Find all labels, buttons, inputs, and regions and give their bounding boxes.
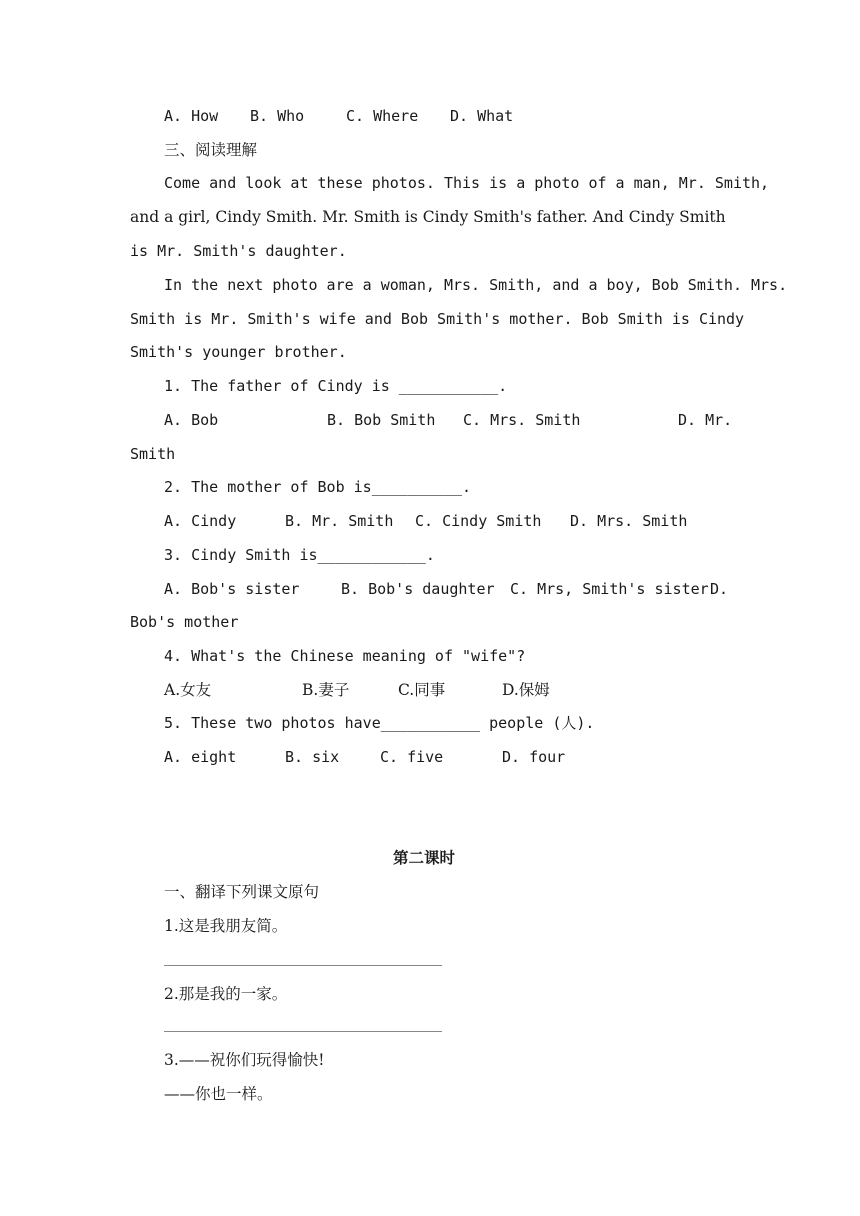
q4-option-a: A.女友 (164, 681, 212, 699)
section-heading-reading: 三、阅读理解 (164, 141, 258, 159)
lesson-title: 第二课时 (392, 848, 455, 867)
q5-option-b: B. six (285, 748, 340, 766)
q1-option-c: C. Mrs. Smith (463, 411, 581, 429)
q2-option-c: C. Cindy Smith (415, 512, 542, 530)
q3-option-b: B. Bob's daughter (341, 580, 495, 598)
question-1: 1. The father of Cindy is ___________. (164, 377, 508, 395)
option-c: C. Where (346, 107, 419, 125)
q5-option-d: D. four (502, 748, 566, 766)
option-a: A. How (164, 107, 219, 125)
q1-option-a: A. Bob (164, 411, 219, 429)
q3-option-a: A. Bob's sister (164, 580, 300, 598)
answer-line-1 (164, 965, 442, 966)
option-b: B. Who (250, 107, 305, 125)
question-2: 2. The mother of Bob is__________. (164, 478, 472, 496)
q1-option-d: D. Mr. (678, 411, 733, 429)
question-3: 3. Cindy Smith is____________. (164, 546, 435, 564)
passage-line: is Mr. Smith's daughter. (130, 242, 347, 260)
question-4: 4. What's the Chinese meaning of "wife"? (164, 647, 526, 665)
option-d: D. What (450, 107, 514, 125)
question-5: 5. These two photos have___________ people (人). (164, 714, 595, 732)
q5-option-c: C. five (380, 748, 444, 766)
translate-item-3-reply: ——你也一样。 (164, 1085, 273, 1103)
passage-line: Smith's younger brother. (130, 343, 347, 361)
section-heading-translate: 一、翻译下列课文原句 (164, 883, 320, 901)
q2-option-d: D. Mrs. Smith (570, 512, 688, 530)
q4-option-c: C.同事 (398, 681, 446, 699)
passage-line: In the next photo are a woman, Mrs. Smith, and a boy, Bob Smith. Mrs. (164, 276, 788, 294)
q3-option-d-wrap: Bob's mother (130, 613, 239, 631)
answer-line-2 (164, 1031, 442, 1032)
translate-item-1: 1.这是我朋友简。 (164, 917, 288, 935)
q2-option-a: A. Cindy (164, 512, 237, 530)
q1-option-b: B. Bob Smith (327, 411, 436, 429)
passage-line: Come and look at these photos. This is a photo of a man, Mr. Smith, (164, 174, 770, 192)
q3-option-c: C. Mrs, Smith's sister (510, 580, 709, 598)
q3-option-d: D. (710, 580, 729, 598)
translate-item-3: 3.——祝你们玩得愉快! (164, 1051, 325, 1069)
q5-option-a: A. eight (164, 748, 237, 766)
q2-option-b: B. Mr. Smith (285, 512, 394, 530)
q1-option-d-wrap: Smith (130, 445, 176, 463)
translate-item-2: 2.那是我的一家。 (164, 985, 288, 1003)
passage-line: Smith is Mr. Smith's wife and Bob Smith's mother. Bob Smith is Cindy (130, 310, 745, 328)
passage-line: and a girl, Cindy Smith. Mr. Smith is Cindy Smith's father. And Cindy Smith (130, 208, 726, 226)
q4-option-b: B.妻子 (302, 681, 350, 699)
q4-option-d: D.保姆 (502, 681, 550, 699)
